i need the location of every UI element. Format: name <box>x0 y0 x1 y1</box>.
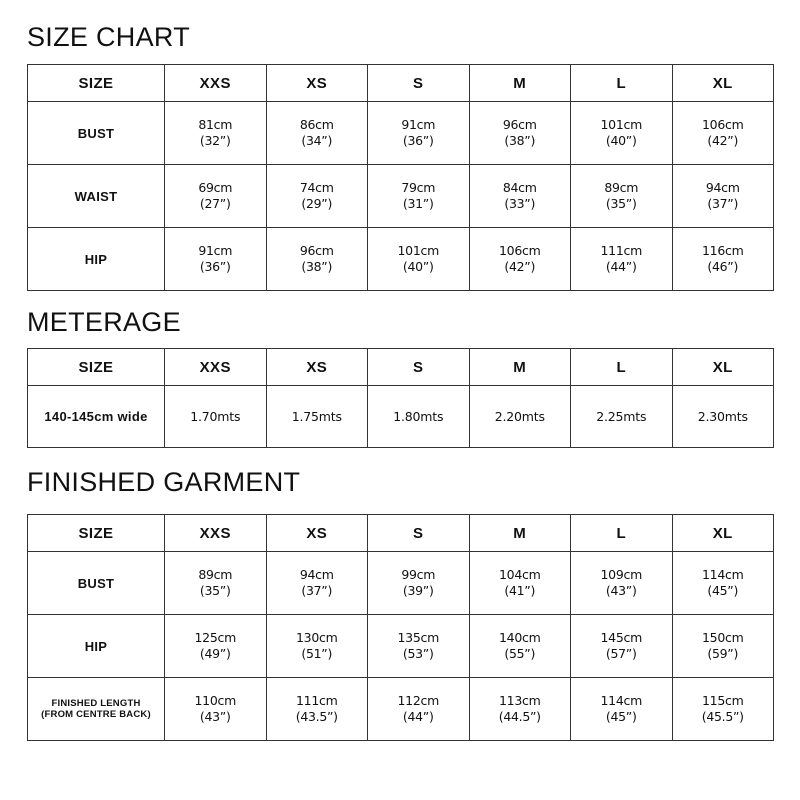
header-size-l: L <box>571 515 673 552</box>
finished-garment-title: FINISHED GARMENT <box>27 467 301 497</box>
header-size-m: M <box>469 515 571 552</box>
header-size-xs: XS <box>266 65 368 102</box>
table-cell: 1.80mts <box>368 386 470 448</box>
table-cell: 110cm (43”) <box>165 678 267 741</box>
header-size-xxs: XXS <box>165 515 267 552</box>
table-cell: 79cm (31”) <box>368 165 470 228</box>
table-row-finished-length <box>28 678 774 741</box>
table-cell: 81cm (32”) <box>165 102 267 165</box>
table-cell: 69cm (27”) <box>165 165 267 228</box>
row-label-hip: HIP <box>28 615 165 678</box>
table-cell: 114cm (45”) <box>571 678 673 741</box>
header-size-label: SIZE <box>28 65 165 102</box>
table-cell: 111cm (43.5”) <box>266 678 368 741</box>
table-cell: 150cm (59”) <box>672 615 774 678</box>
header-size-xl: XL <box>672 65 774 102</box>
header-size-l: L <box>571 65 673 102</box>
table-row-hip <box>28 228 774 291</box>
table-row-bust <box>28 102 774 165</box>
header-size-s: S <box>368 65 470 102</box>
table-cell: 94cm (37”) <box>266 552 368 615</box>
table-cell: 112cm (44”) <box>368 678 470 741</box>
header-size-label: SIZE <box>28 349 165 386</box>
table-cell: 86cm (34”) <box>266 102 368 165</box>
table-cell: 145cm (57”) <box>571 615 673 678</box>
table-cell: 106cm (42”) <box>469 228 571 291</box>
table-cell: 135cm (53”) <box>368 615 470 678</box>
table-cell: 140cm (55”) <box>469 615 571 678</box>
table-cell: 1.70mts <box>165 386 267 448</box>
meterage-header-row <box>28 349 774 386</box>
table-cell: 113cm (44.5”) <box>469 678 571 741</box>
table-cell: 94cm (37”) <box>672 165 774 228</box>
row-label-fabric-width: 140-145cm wide <box>28 386 165 448</box>
table-cell: 89cm (35”) <box>165 552 267 615</box>
table-cell: 2.25mts <box>571 386 673 448</box>
header-size-xxs: XXS <box>165 65 267 102</box>
table-cell: 91cm (36”) <box>165 228 267 291</box>
table-cell: 91cm (36”) <box>368 102 470 165</box>
row-label-finished-length: FINISHED LENGTH (FROM CENTRE BACK) <box>28 678 165 741</box>
table-cell: 115cm (45.5”) <box>672 678 774 741</box>
header-size-xl: XL <box>672 349 774 386</box>
finished-garment-header-row <box>28 515 774 552</box>
row-label-hip: HIP <box>28 228 165 291</box>
table-cell: 130cm (51”) <box>266 615 368 678</box>
table-cell: 74cm (29”) <box>266 165 368 228</box>
table-cell: 104cm (41”) <box>469 552 571 615</box>
size-chart-table <box>27 64 774 291</box>
table-row-waist <box>28 165 774 228</box>
meterage-title: METERAGE <box>27 307 181 337</box>
table-cell: 114cm (45”) <box>672 552 774 615</box>
table-row-hip <box>28 615 774 678</box>
table-row-bust <box>28 552 774 615</box>
table-cell: 99cm (39”) <box>368 552 470 615</box>
table-cell: 84cm (33”) <box>469 165 571 228</box>
meterage-table <box>27 348 774 448</box>
header-size-m: M <box>469 65 571 102</box>
table-cell: 2.30mts <box>672 386 774 448</box>
header-size-m: M <box>469 349 571 386</box>
header-size-s: S <box>368 515 470 552</box>
table-row-fabric-width <box>28 386 774 448</box>
table-cell: 101cm (40”) <box>571 102 673 165</box>
row-label-waist: WAIST <box>28 165 165 228</box>
table-cell: 96cm (38”) <box>266 228 368 291</box>
size-chart-title: SIZE CHART <box>27 22 191 52</box>
header-size-l: L <box>571 349 673 386</box>
table-cell: 1.75mts <box>266 386 368 448</box>
header-size-xs: XS <box>266 515 368 552</box>
table-cell: 2.20mts <box>469 386 571 448</box>
table-cell: 101cm (40”) <box>368 228 470 291</box>
header-size-xxs: XXS <box>165 349 267 386</box>
header-size-s: S <box>368 349 470 386</box>
table-cell: 116cm (46”) <box>672 228 774 291</box>
size-chart-header-row <box>28 65 774 102</box>
table-cell: 106cm (42”) <box>672 102 774 165</box>
table-cell: 125cm (49”) <box>165 615 267 678</box>
table-cell: 111cm (44”) <box>571 228 673 291</box>
table-cell: 96cm (38”) <box>469 102 571 165</box>
table-cell: 109cm (43”) <box>571 552 673 615</box>
row-label-bust: BUST <box>28 552 165 615</box>
row-label-bust: BUST <box>28 102 165 165</box>
header-size-label: SIZE <box>28 515 165 552</box>
header-size-xl: XL <box>672 515 774 552</box>
finished-garment-table <box>27 514 774 741</box>
header-size-xs: XS <box>266 349 368 386</box>
table-cell: 89cm (35”) <box>571 165 673 228</box>
